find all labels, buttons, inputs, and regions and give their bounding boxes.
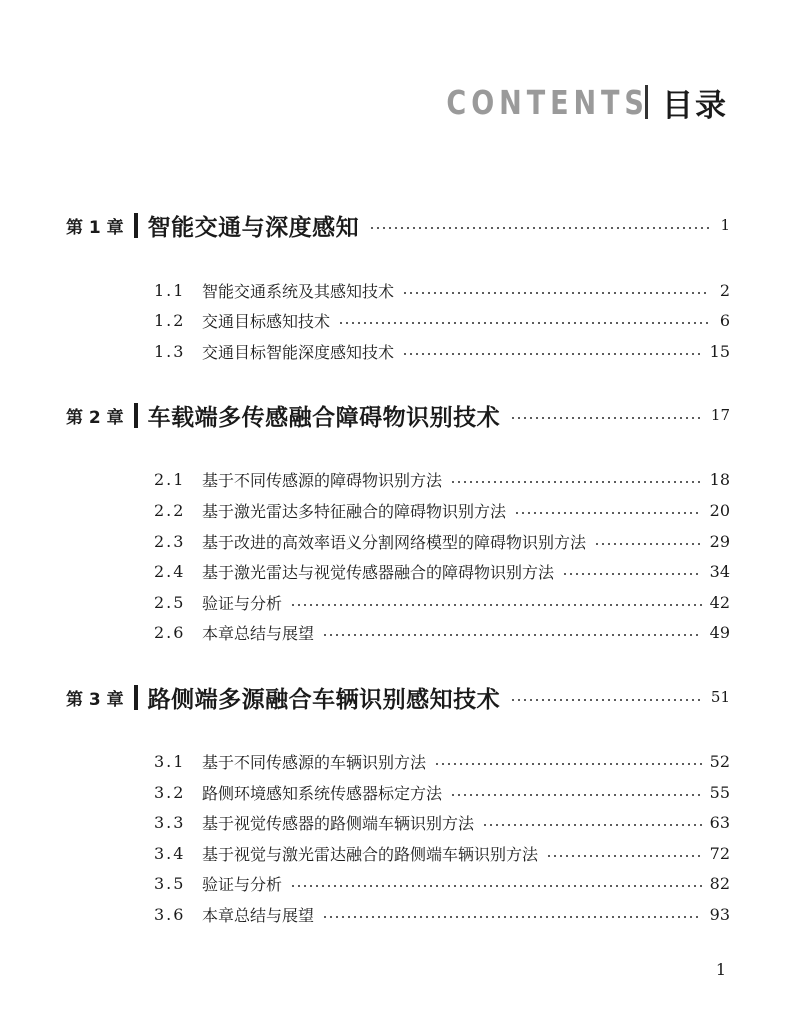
section-page: 93 (709, 904, 730, 924)
dot-leader (594, 543, 702, 545)
section-number: 2.4 (154, 561, 186, 581)
section-3-3-row[interactable] (154, 808, 730, 836)
section-page: 42 (709, 592, 730, 612)
section-page: 29 (709, 531, 730, 551)
section-3-1-row[interactable] (154, 747, 730, 775)
chapter-number: 第 3 章 (66, 689, 124, 710)
chapter-1-row[interactable] (66, 205, 730, 245)
chapter-2-row[interactable] (66, 395, 730, 435)
section-number: 3.2 (154, 782, 186, 802)
chapter-number: 第 2 章 (66, 407, 124, 428)
section-title: 本章总结与展望 (202, 905, 315, 925)
section-number: 2.5 (154, 592, 186, 612)
dot-leader (482, 824, 702, 826)
section-title: 基于视觉与激光雷达融合的路侧端车辆识别方法 (202, 844, 539, 864)
section-title: 验证与分析 (202, 874, 283, 894)
section-number: 2.6 (154, 622, 186, 642)
section-number: 2.1 (154, 469, 186, 489)
dot-leader (290, 604, 702, 606)
chapter-3-row[interactable] (66, 677, 730, 717)
dot-leader (290, 885, 702, 887)
section-title: 基于激光雷达多特征融合的障碍物识别方法 (202, 501, 507, 521)
section-number: 3.5 (154, 873, 186, 893)
dot-leader (450, 481, 702, 483)
chapter-page: 17 (710, 406, 730, 424)
section-3-6-row[interactable] (154, 900, 730, 928)
page-number: 1 (715, 960, 726, 979)
section-title: 基于激光雷达与视觉传感器融合的障碍物识别方法 (202, 562, 555, 582)
dot-leader (434, 763, 702, 765)
section-number: 2.2 (154, 500, 186, 520)
section-2-1-row[interactable] (154, 465, 730, 493)
section-page: 55 (709, 782, 730, 802)
dot-leader (546, 855, 702, 857)
dot-leader (402, 353, 702, 355)
section-3-2-row[interactable] (154, 778, 730, 806)
section-title: 交通目标感知技术 (202, 311, 331, 331)
section-title: 智能交通系统及其感知技术 (202, 281, 395, 301)
section-number: 3.1 (154, 751, 186, 771)
section-3-4-row[interactable] (154, 839, 730, 867)
section-title: 本章总结与展望 (202, 623, 315, 643)
dot-leader (369, 227, 710, 229)
section-2-4-row[interactable] (154, 557, 730, 585)
chapter-divider (134, 403, 138, 428)
toc-title: 目录 (662, 87, 728, 124)
chapter-divider (134, 685, 138, 710)
dot-leader (322, 916, 702, 918)
dot-leader (322, 634, 702, 636)
section-page: 15 (709, 341, 730, 361)
chapter-page: 51 (710, 688, 730, 706)
section-2-3-row[interactable] (154, 527, 730, 555)
section-page: 18 (709, 469, 730, 489)
section-2-6-row[interactable] (154, 618, 730, 646)
chapter-divider (134, 213, 138, 238)
chapter-page: 1 (720, 216, 730, 234)
dot-leader (562, 573, 702, 575)
section-page: 52 (709, 751, 730, 771)
section-2-5-row[interactable] (154, 588, 730, 616)
section-number: 1.3 (154, 341, 186, 361)
section-number: 3.6 (154, 904, 186, 924)
section-number: 1.2 (154, 310, 186, 330)
dot-leader (450, 794, 702, 796)
toc-header (402, 76, 728, 128)
chapter-title: 智能交通与深度感知 (147, 214, 360, 241)
section-2-2-row[interactable] (154, 496, 730, 524)
chapter-title: 车载端多传感融合障碍物识别技术 (147, 404, 501, 431)
section-page: 72 (709, 843, 730, 863)
section-title: 基于视觉传感器的路侧端车辆识别方法 (202, 813, 475, 833)
section-title: 验证与分析 (202, 593, 283, 613)
section-page: 82 (709, 873, 730, 893)
section-number: 3.3 (154, 812, 186, 832)
dot-leader (514, 512, 702, 514)
dot-leader (402, 292, 708, 294)
section-title: 交通目标智能深度感知技术 (202, 342, 395, 362)
section-1-3-row[interactable] (154, 337, 730, 365)
section-page: 34 (709, 561, 730, 581)
section-page: 49 (709, 622, 730, 642)
dot-leader (338, 322, 708, 324)
section-1-1-row[interactable] (154, 276, 730, 304)
contents-heading: CONTENTS (446, 82, 649, 122)
section-number: 2.3 (154, 531, 186, 551)
dot-leader (510, 699, 701, 701)
section-title: 基于改进的高效率语义分割网络模型的障碍物识别方法 (202, 532, 587, 552)
dot-leader (510, 417, 701, 419)
section-title: 基于不同传感源的障碍物识别方法 (202, 470, 443, 490)
section-title: 路侧环境感知系统传感器标定方法 (202, 783, 443, 803)
section-number: 1.1 (154, 280, 186, 300)
section-page: 2 (719, 280, 730, 300)
section-page: 63 (709, 812, 730, 832)
section-3-5-row[interactable] (154, 869, 730, 897)
chapter-number: 第 1 章 (66, 217, 124, 238)
chapter-title: 路侧端多源融合车辆识别感知技术 (147, 686, 501, 713)
section-page: 6 (719, 310, 730, 330)
section-1-2-row[interactable] (154, 306, 730, 334)
section-page: 20 (709, 500, 730, 520)
section-title: 基于不同传感源的车辆识别方法 (202, 752, 427, 772)
section-number: 3.4 (154, 843, 186, 863)
